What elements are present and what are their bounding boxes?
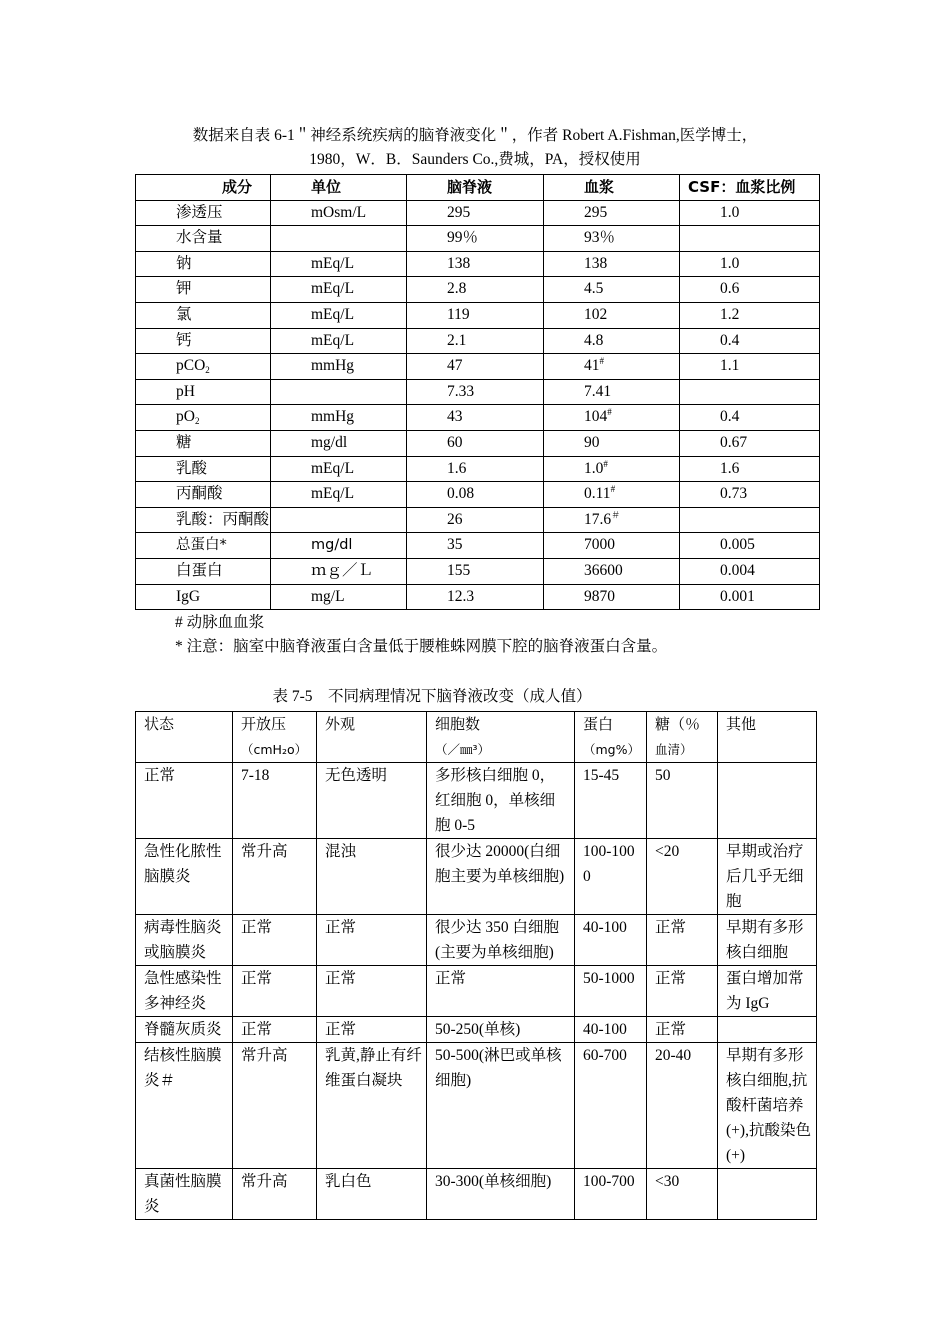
cell-text: 26	[447, 510, 463, 528]
cell-unit	[271, 328, 407, 354]
cell-unit	[271, 302, 407, 328]
cell-unit	[271, 200, 407, 226]
cell-unit	[271, 456, 407, 482]
cell-text: 41	[584, 357, 600, 375]
cell-unit	[271, 251, 407, 277]
cell-text: 1.2	[720, 305, 740, 323]
cell-name	[136, 558, 271, 584]
table-row	[136, 584, 820, 610]
cell-text: pO	[176, 408, 195, 426]
header-unit: （mg%）	[583, 742, 640, 757]
table-cell: 正常	[647, 966, 718, 1017]
header-unit: （／㎜³）	[435, 742, 491, 757]
cell-text: 2.1	[447, 331, 467, 349]
cell-name	[136, 533, 271, 559]
table-cell: 30-300(单核细胞)	[427, 1169, 575, 1220]
cell-name	[136, 456, 271, 482]
cell-text: 渗透压	[176, 203, 223, 221]
cell-plasma	[544, 456, 680, 482]
table-cell: 乳白色	[317, 1169, 427, 1220]
table-cell: 常升高	[233, 1169, 317, 1220]
table-cell: 40-100	[575, 915, 647, 966]
table-cell: 无色透明	[317, 763, 427, 839]
cell-text: 2.8	[447, 280, 467, 298]
csf-plasma-table	[135, 174, 820, 610]
cell-text: 138	[584, 254, 608, 272]
table-cell: 50-250(单核)	[427, 1017, 575, 1043]
cell-text: mEq/L	[311, 254, 355, 272]
cell-text: 糖	[176, 433, 192, 451]
cell-csf	[407, 302, 544, 328]
cell-text: 4.8	[584, 331, 604, 349]
table-row	[136, 966, 817, 1017]
cell-text: 0.005	[720, 536, 755, 554]
cell-text: 47	[447, 357, 463, 375]
cell-text: mEq/L	[311, 280, 355, 298]
header-label: 蛋白	[583, 715, 614, 733]
cell-plasma	[544, 226, 680, 252]
table-cell: 正常	[136, 763, 233, 839]
cell-csf	[407, 507, 544, 533]
cell-ratio	[680, 354, 820, 380]
header-label: 状态	[144, 715, 175, 733]
table-cell: 急性化脓性脑膜炎	[136, 839, 233, 915]
cell-text: 氯	[176, 305, 192, 323]
cell-name	[136, 277, 271, 303]
table-cell: 常升高	[233, 1043, 317, 1169]
cell-text: 0.4	[720, 331, 740, 349]
cell-name	[136, 584, 271, 610]
footnote-mark: #	[610, 484, 616, 495]
cell-text: 0.4	[720, 408, 740, 426]
cell-text: 36600	[584, 561, 623, 579]
table-cell: 早期或治疗后几乎无细胞	[718, 839, 817, 915]
cell-text: 1.6	[720, 459, 740, 477]
table-row	[136, 226, 820, 252]
table-cell: 50-500(淋巴或单核细胞)	[427, 1043, 575, 1169]
cell-ratio	[680, 507, 820, 533]
cell-text: 119	[447, 305, 470, 323]
cell-text: 90	[584, 433, 600, 451]
cell-name	[136, 302, 271, 328]
table-row	[136, 482, 820, 508]
table-row	[136, 328, 820, 354]
cell-text: pCO	[176, 357, 206, 375]
table-row	[136, 507, 820, 533]
header-label: 开放压	[241, 715, 287, 733]
cell-text: 155	[447, 561, 471, 579]
header-cell	[718, 712, 817, 763]
cell-ratio	[680, 482, 820, 508]
cell-text: mg/dl	[311, 537, 353, 554]
cell-ratio	[680, 277, 820, 303]
header-label: 细胞数	[435, 715, 481, 733]
table-cell: 很少达 350 白细胞(主要为单核细胞)	[427, 915, 575, 966]
table-header-row	[136, 175, 820, 201]
cell-text: 0.73	[720, 485, 748, 503]
table-cell: 急性感染性多神经炎	[136, 966, 233, 1017]
cell-name	[136, 379, 271, 405]
table-cell: 乳黄,静止有纤维蛋白凝块	[317, 1043, 427, 1169]
table-cell: <20	[647, 839, 718, 915]
cell-text: 35	[447, 536, 463, 554]
cell-unit	[271, 277, 407, 303]
cell-ratio	[680, 379, 820, 405]
table-row	[136, 302, 820, 328]
cell-csf	[407, 251, 544, 277]
cell-text: 12.3	[447, 587, 475, 605]
header-cell	[233, 712, 317, 763]
table-cell: 真菌性脑膜炎	[136, 1169, 233, 1220]
footnote-mark: ＃	[611, 509, 621, 520]
cell-plasma	[544, 533, 680, 559]
cell-csf	[407, 405, 544, 431]
cell-text: 9870	[584, 587, 615, 605]
table-cell	[718, 763, 817, 839]
cell-text: mEq/L	[311, 485, 355, 503]
cell-plasma	[544, 379, 680, 405]
table-cell: <30	[647, 1169, 718, 1220]
table-cell: 正常	[317, 915, 427, 966]
cell-plasma	[544, 482, 680, 508]
cell-text: mOsm/L	[311, 203, 367, 221]
cell-text: mEq/L	[311, 459, 355, 477]
table-row	[136, 379, 820, 405]
cell-text: mEq/L	[311, 305, 355, 323]
cell-text: 白蛋白	[176, 561, 223, 579]
cell-text: IgG	[176, 587, 201, 605]
table-cell: 100-700	[575, 1169, 647, 1220]
footnote-mark: #	[599, 356, 604, 367]
cell-text: 钙	[176, 331, 192, 349]
cell-plasma	[544, 558, 680, 584]
header-component: 成分	[136, 175, 271, 201]
table-cell: 50	[647, 763, 718, 839]
table-row	[136, 354, 820, 380]
cell-ratio	[680, 251, 820, 277]
cell-name	[136, 430, 271, 456]
table-row	[136, 405, 820, 431]
cell-csf	[407, 354, 544, 380]
cell-text: 104	[584, 408, 608, 426]
header-ratio: CSF：血浆比例	[680, 175, 820, 201]
cell-text: 水含量	[176, 229, 223, 247]
source-caption-line2: 1980，W．B．Saunders Co.,费城，PA，授权使用	[309, 151, 641, 168]
table-cell: 结核性脑膜炎＃	[136, 1043, 233, 1169]
table-row	[136, 839, 817, 915]
cell-text: 1.0	[720, 203, 740, 221]
table-cell: 脊髓灰质炎	[136, 1017, 233, 1043]
cell-text: 总蛋白*	[176, 537, 227, 554]
cell-text: 93％	[584, 229, 616, 247]
table-cell: 60-700	[575, 1043, 647, 1169]
cell-text: 102	[584, 305, 608, 323]
cell-text: mmHg	[311, 357, 355, 375]
table-row	[136, 456, 820, 482]
cell-text: 43	[447, 408, 463, 426]
table-cell: 常升高	[233, 839, 317, 915]
header-cell	[136, 712, 233, 763]
table-cell: 多形核白细胞 0，红细胞 0，单核细胞 0-5	[427, 763, 575, 839]
cell-plasma	[544, 277, 680, 303]
footnote-protein: * 注意：脑室中脑脊液蛋白含量低于腰椎蛛网膜下腔的脑脊液蛋白含量。	[175, 638, 668, 655]
cell-text: mEq/L	[311, 331, 355, 349]
cell-csf	[407, 200, 544, 226]
table-row	[136, 533, 820, 559]
cell-csf	[407, 226, 544, 252]
source-caption-line1: 数据来自表 6-1＂神经系统疾病的脑脊液变化＂，作者 Robert A.Fishman,医学博士，	[192, 127, 758, 144]
cell-unit	[271, 558, 407, 584]
table-cell: 40-100	[575, 1017, 647, 1043]
cell-plasma	[544, 430, 680, 456]
footnote-mark: #	[603, 458, 608, 469]
footnote-mark: #	[607, 407, 612, 418]
cell-text: 0.001	[720, 587, 755, 605]
table-cell	[718, 1017, 817, 1043]
cell-name	[136, 251, 271, 277]
cell-text: 295	[447, 203, 471, 221]
cell-unit	[271, 584, 407, 610]
cell-plasma	[544, 302, 680, 328]
table-cell: 15-45	[575, 763, 647, 839]
cell-text: 7000	[584, 536, 615, 554]
cell-text: 7.33	[447, 382, 475, 400]
table-cell: 50-1000	[575, 966, 647, 1017]
cell-csf	[407, 558, 544, 584]
cell-text: 乳酸	[176, 459, 208, 477]
table-row	[136, 558, 820, 584]
header-label: 外观	[325, 715, 356, 733]
table-row	[136, 915, 817, 966]
cell-text: pH	[176, 382, 195, 400]
cell-ratio	[680, 328, 820, 354]
cell-ratio	[680, 430, 820, 456]
table-cell: 正常	[233, 915, 317, 966]
cell-name	[136, 507, 271, 533]
cell-csf	[407, 584, 544, 610]
table-cell: 早期有多形核白细胞	[718, 915, 817, 966]
cell-text: ｍｇ／Ｌ	[311, 561, 374, 579]
cell-name	[136, 482, 271, 508]
cell-text: 0.67	[720, 433, 748, 451]
table-cell: 7-18	[233, 763, 317, 839]
table-caption: 表 7-5 不同病理情况下脑脊液改变（成人值）	[272, 688, 592, 705]
header-unit: （cmH₂o）	[241, 742, 308, 757]
table-cell: 很少达 20000(白细胞主要为单核细胞)	[427, 839, 575, 915]
cell-text: 0.6	[720, 280, 740, 298]
cell-ratio	[680, 200, 820, 226]
table-cell: 混浊	[317, 839, 427, 915]
cell-plasma	[544, 251, 680, 277]
cell-text: 17.6	[584, 510, 612, 528]
cell-text: 0.004	[720, 561, 755, 579]
table-row	[136, 430, 820, 456]
header-unit: 血清）	[655, 742, 693, 757]
subscript: 2	[205, 365, 210, 376]
cell-text: 138	[447, 254, 471, 272]
footnote-arterial: # 动脉血血浆	[175, 614, 265, 631]
cell-ratio	[680, 302, 820, 328]
cell-text: 丙酮酸	[176, 485, 223, 503]
table-cell: 早期有多形核白细胞,抗酸杆菌培养(+),抗酸染色(+)	[718, 1043, 817, 1169]
header-csf: 脑脊液	[407, 175, 544, 201]
header-plasma: 血浆	[544, 175, 680, 201]
cell-unit	[271, 354, 407, 380]
cell-unit	[271, 533, 407, 559]
header-cell	[647, 712, 718, 763]
header-cell	[427, 712, 575, 763]
header-cell	[575, 712, 647, 763]
table-row	[136, 200, 820, 226]
cell-name	[136, 354, 271, 380]
table-cell: 20-40	[647, 1043, 718, 1169]
cell-text: 60	[447, 433, 463, 451]
table-cell: 正常	[233, 1017, 317, 1043]
cell-csf	[407, 277, 544, 303]
cell-unit	[271, 405, 407, 431]
cell-plasma	[544, 354, 680, 380]
cell-text: 0.11	[584, 485, 611, 503]
cell-unit	[271, 507, 407, 533]
cell-name	[136, 328, 271, 354]
cell-csf	[407, 482, 544, 508]
cell-unit	[271, 430, 407, 456]
cell-plasma	[544, 328, 680, 354]
table-cell: 100-1000	[575, 839, 647, 915]
table-cell: 正常	[233, 966, 317, 1017]
table-row	[136, 1017, 817, 1043]
header-label: 糖（％	[655, 715, 701, 733]
cell-text: 7.41	[584, 382, 612, 400]
pathology-csf-table	[135, 711, 817, 1220]
cell-ratio	[680, 456, 820, 482]
table-cell: 正常	[317, 1017, 427, 1043]
subscript: 2	[194, 416, 200, 427]
cell-text: 1.0	[720, 254, 740, 272]
cell-text: 1.1	[720, 357, 740, 375]
cell-ratio	[680, 405, 820, 431]
cell-name	[136, 226, 271, 252]
table-cell: 蛋白增加常为 IgG	[718, 966, 817, 1017]
table-cell: 正常	[647, 1017, 718, 1043]
cell-ratio	[680, 226, 820, 252]
header-unit: 单位	[271, 175, 407, 201]
cell-csf	[407, 456, 544, 482]
cell-text: 1.0	[584, 459, 604, 477]
table-header-row	[136, 712, 817, 763]
header-label: 其他	[726, 715, 757, 733]
table-cell: 正常	[427, 966, 575, 1017]
cell-text: 295	[584, 203, 608, 221]
table-cell	[718, 1169, 817, 1220]
header-cell	[317, 712, 427, 763]
cell-text: mg/dl	[311, 433, 348, 451]
cell-unit	[271, 482, 407, 508]
table-cell: 病毒性脑炎或脑膜炎	[136, 915, 233, 966]
cell-text: 乳酸：丙酮酸	[176, 510, 270, 528]
table-row	[136, 1169, 817, 1220]
cell-name	[136, 200, 271, 226]
table-cell: 正常	[647, 915, 718, 966]
cell-csf	[407, 328, 544, 354]
table-row	[136, 763, 817, 839]
cell-plasma	[544, 507, 680, 533]
table-row	[136, 1043, 817, 1169]
cell-csf	[407, 430, 544, 456]
cell-text: 钠	[176, 254, 192, 272]
table-cell: 正常	[317, 966, 427, 1017]
cell-csf	[407, 533, 544, 559]
table-row	[136, 277, 820, 303]
cell-text: 4.5	[584, 280, 604, 298]
cell-text: 1.6	[447, 459, 467, 477]
cell-text: mg/L	[311, 587, 345, 605]
cell-text: 99％	[447, 229, 479, 247]
table-row	[136, 251, 820, 277]
cell-csf	[407, 379, 544, 405]
cell-text: 0.08	[447, 485, 475, 503]
cell-plasma	[544, 405, 680, 431]
cell-unit	[271, 379, 407, 405]
cell-ratio	[680, 584, 820, 610]
cell-text: 钾	[176, 280, 192, 298]
cell-unit	[271, 226, 407, 252]
cell-ratio	[680, 533, 820, 559]
cell-plasma	[544, 200, 680, 226]
cell-text: mmHg	[311, 408, 355, 426]
cell-plasma	[544, 584, 680, 610]
cell-name	[136, 405, 271, 431]
cell-ratio	[680, 558, 820, 584]
